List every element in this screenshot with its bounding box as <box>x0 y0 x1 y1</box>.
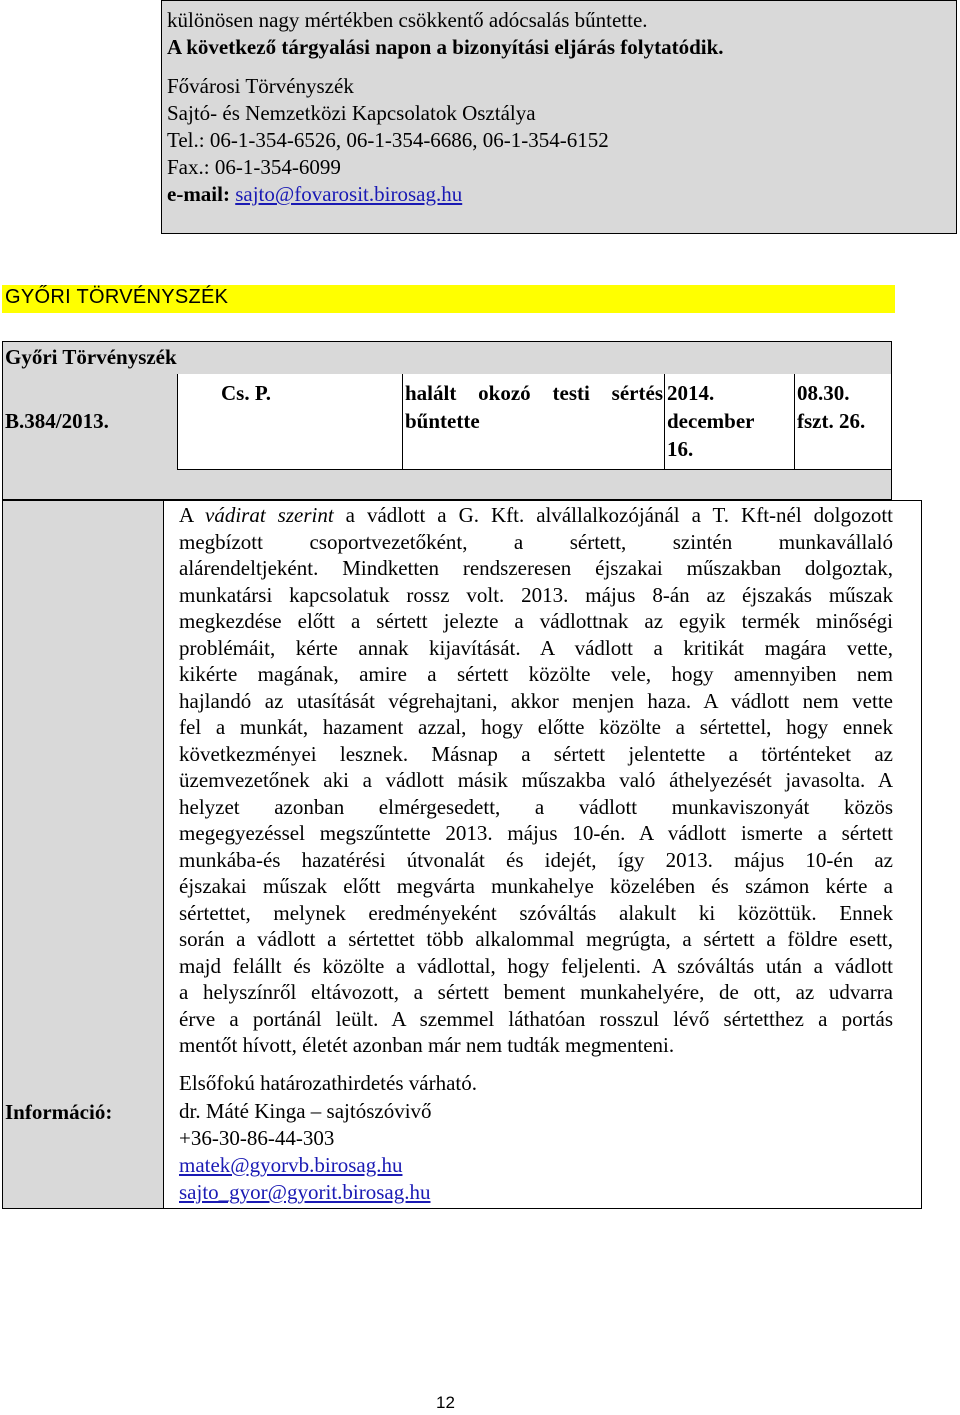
info-paragraph-line: éjszakai műszak előtt megvárta munkahelye közelében és számon kérte a <box>179 874 893 898</box>
case-table-divider <box>402 374 403 470</box>
case-time: 08.30. <box>797 381 850 405</box>
case-date-line-3: 16. <box>667 437 694 461</box>
info-email-row-2 <box>179 1179 430 1206</box>
case-room: fszt. 26. <box>797 409 866 433</box>
info-closing-note: Elsőfokú határozathirdetés várható. <box>179 1071 477 1095</box>
court-contact-email-row <box>167 181 462 207</box>
contact-email-link-1[interactable]: matek@gyorvb.birosag.hu <box>179 1153 403 1177</box>
info-label: Információ: <box>5 1100 113 1124</box>
court-header-title: GYŐRI TÖRVÉNYSZÉK <box>5 286 229 308</box>
info-contact-phone: +36-30-86-44-303 <box>179 1126 335 1150</box>
info-contact-name: dr. Máté Kinga – sajtószóvivő <box>179 1099 432 1123</box>
info-paragraph-line: sértettet, melynek eredményeként szóváltás alakult ki közöttük. Ennek <box>179 900 893 925</box>
case-defendant: Cs. P. <box>221 381 271 405</box>
info-paragraph-line: mentőt hívott, életét azonban már nem tudták megmenteni. <box>179 1033 675 1057</box>
case-table-divider <box>177 374 178 470</box>
info-paragraph-line: megkezdése előtt a sértett jelezte a vádlottnak az egyik termék minőségi <box>179 609 893 633</box>
case-charge-line-1: halált okozó testi sértés <box>405 381 663 405</box>
case-court-name: Győri Törvényszék <box>5 345 177 369</box>
case-number: B.384/2013. <box>5 409 109 433</box>
top-text-line-2: A következő tárgyalási napon a bizonyítási eljárás folytatódik. <box>167 35 724 59</box>
info-table-divider <box>163 500 164 1209</box>
court-contact-department: Sajtó- és Nemzetközi Kapcsolatok Osztálya <box>167 101 536 125</box>
info-paragraph-line: alárendeltjeként. Mindketten rendszeresen éjszakai műszakban dolgoztak, <box>179 556 893 580</box>
case-table-divider <box>794 374 795 470</box>
contact-email-link-2[interactable]: sajto_gyor@gyorit.birosag.hu <box>179 1180 431 1204</box>
info-paragraph-line: a helyszínről eltávozott, a sértett bement munkahelyére, de ott, az udvarra <box>179 980 893 1004</box>
info-paragraph-line: munkába-és hazatérési útvonalát és idejét, így 2013. május 10-én az <box>179 847 893 872</box>
info-paragraph-line: munkatársi kapcsolatuk rossz volt. 2013. május 8-án az éjszakás műszak <box>179 582 893 607</box>
case-table-divider <box>664 374 665 470</box>
court-contact-fax: Fax.: 06-1-354-6099 <box>167 155 341 179</box>
info-paragraph-line: problémáit, kérte annak kijavítását. A vádlott a kritikát magára vette, <box>179 635 893 660</box>
top-table-left-cell <box>2 0 162 234</box>
case-charge-line-2: bűntette <box>405 409 480 433</box>
info-paragraph-line: során a vádlott a sértettet több alkalommal megrúgta, a sértett a földre esett, <box>179 927 893 951</box>
info-paragraph-line: A vádirat szerint a vádlott a G. Kft. alvállalkozójánál a T. Kft-nél dolgozott <box>179 503 893 527</box>
press-email-link[interactable]: sajto@fovarosit.birosag.hu <box>235 182 463 206</box>
info-paragraph-line: következményei lesznek. Másnap a sértett jelentette a történteket az <box>179 741 893 766</box>
case-date-line-1: 2014. <box>667 381 715 405</box>
court-contact-name: Fővárosi Törvényszék <box>167 74 354 98</box>
info-email-row-1 <box>179 1152 402 1179</box>
info-paragraph-line: helyzet azonban elmérgesedett, a vádlott munkaviszonyát közös <box>179 794 893 819</box>
info-paragraph-line: fel a munkát, hazament azzal, hogy előtte közölte a sértettel, hogy ennek <box>179 715 893 739</box>
court-contact-phone: Tel.: 06-1-354-6526, 06-1-354-6686, 06-1-354-6152 <box>167 128 609 152</box>
case-date-line-2: december <box>667 409 755 433</box>
case-table-divider <box>177 469 891 470</box>
top-text-line-1: különösen nagy mértékben csökkentő adócsalás bűntette. <box>167 8 648 32</box>
info-paragraph-line: üzemvezetőnek aki a vádlott másik műszakba való áthelyezését javasolta. A <box>179 768 893 792</box>
info-paragraph-line: hajlandó az utasítását végrehajtani, akkor menjen haza. A vádlott nem vette <box>179 688 893 713</box>
info-paragraph-line: majd felállt és közölte a vádlottal, hogy feljelenti. A szóváltás után a vádlott <box>179 953 893 978</box>
info-paragraph-line: megegyezéssel megszűntette 2013. május 10-én. A vádlott ismerte a sértett <box>179 821 893 845</box>
info-paragraph-line: kikérte magának, amire a sértett közölte vele, hogy amennyiben nem <box>179 662 893 686</box>
info-paragraph-line: megbízott csoportvezetőként, a sértett, szintén munkavállaló <box>179 529 893 554</box>
page-number: 12 <box>436 1393 455 1412</box>
email-label: e-mail: <box>167 182 230 206</box>
info-paragraph-line: érve a portánál leült. A szemmel láthatóan rosszul lévő sértetthez a portás <box>179 1006 893 1031</box>
